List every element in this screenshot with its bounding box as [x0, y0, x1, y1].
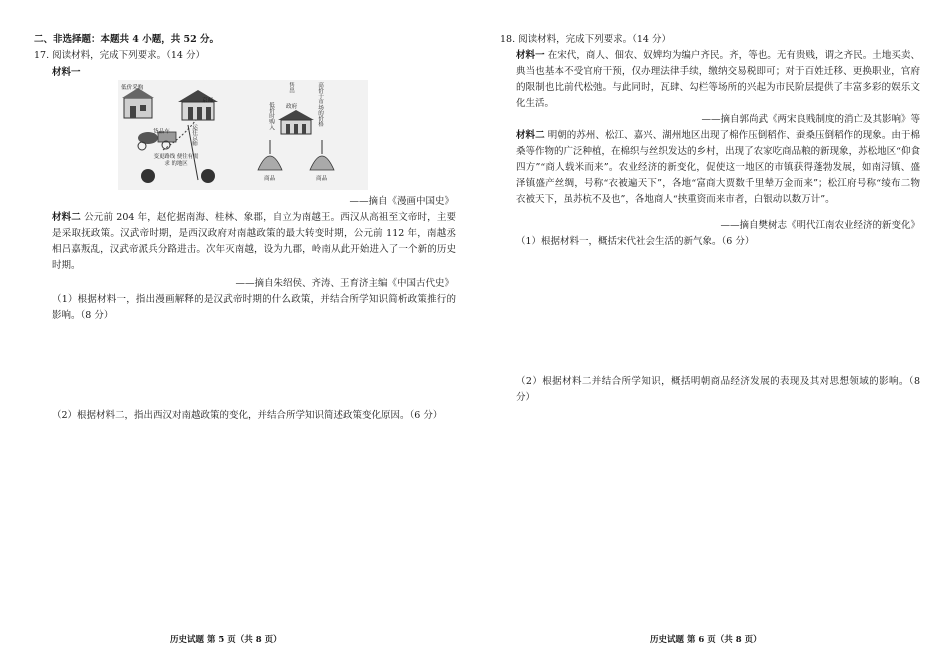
- section-heading: 二、非选择题：本题共 4 小题，共 52 分。: [34, 34, 220, 45]
- cartoon-drawing: [118, 80, 368, 190]
- r-material-1-source: ——摘自郭尚武《两宋良贱制度的消亡及其影响》等: [701, 114, 920, 125]
- label-goods-2: 商品: [316, 176, 328, 182]
- left-footer: 历史试题 第 5 页（共 8 页）: [170, 635, 282, 645]
- r-material-2-text: 明朝的苏州、松江、嘉兴、湖州地区出现了棉作压倒稻作、蚕桑压倒稻作的现象。由于棉桑等作物的广泛种植，在棉织与丝织发达的乡村，出现了农家吃商品粮的新现象，苏松地区“仰食四方”“商人载米而来”。农业经济的新变化，促使这一地区的市镇获得蓬勃发展，如南浔镇、盛泽镇盛产丝绸，号称“衣被遍天下”，各地“富商大贾数千里辇万金而来”；松江府号称“绫布二物衣被天下，虽苏杭不及也”，各地商人“挟重资而来市者，白银动以数万计”。: [516, 130, 920, 205]
- r-material-1-label: 材料一: [516, 50, 545, 61]
- question-18-1: （1）根据材料一，概括宋代社会生活的新气象。（6 分）: [516, 236, 755, 247]
- question-17-2: （2）根据材料二，指出西汉对南越政策的变化，并结合所学知识简述政策变化原因。（6 分）: [52, 410, 443, 421]
- question-17-1: （1）根据材料一，指出漫画解释的是汉武帝时期的什么政策，并结合所学知识简析政策推行的影响。（8 分）: [52, 294, 456, 321]
- material-2-text: 公元前 204 年，赵佗据南海、桂林、象郡，自立为南越王。西汉从高祖至文帝时，主要是采取抚政策。汉武帝时期，是西汉政府对南越政策的最大转变时期，公元前 112 年，南越丞相吕嘉叛乱，汉武帝派兵分路进击。次年灭南越，设为九郡，岭南从此开始进入了一个新的历史时期。: [52, 212, 456, 271]
- cartoon-illustration: [118, 80, 368, 190]
- right-footer: 历史试题 第 6 页（共 8 页）: [650, 635, 762, 645]
- material-2-label: 材料二: [52, 212, 81, 223]
- question-17-title: 17. 阅读材料，完成下列要求。（14 分）: [34, 50, 205, 61]
- label-government: 政府: [286, 104, 298, 110]
- label-sell: 售出: [288, 82, 294, 94]
- label-capital: 京师: [202, 98, 214, 104]
- label-goods-1: 商品: [264, 176, 276, 182]
- r-material-2-block: [516, 128, 920, 208]
- material-2-block: [52, 210, 456, 274]
- r-material-1-block: [516, 48, 920, 112]
- label-change-route: 变更路线 便往有需求 的地区: [153, 154, 199, 167]
- right-page: [475, 0, 950, 659]
- r-material-1-text: 在宋代，商人、佃农、奴婢均为编户齐民。齐，等也。无有贵贱，谓之齐民。土地买卖、典当也基本不受官府干预，仅办理法律手续，缴纳交易税即可；对于百姓迁移、更换职业，官府的限制也比前代松弛。与此同时，瓦肆、勾栏等场所的兴起为市民阶层提供了丰富多彩的娱乐文化生活。: [516, 50, 920, 109]
- label-low-buy: 低价采购: [121, 85, 144, 91]
- r-material-2-label: 材料二: [516, 130, 545, 141]
- label-goods-cart: 货品车: [153, 129, 170, 135]
- r-material-2-source: ——摘自樊树志《明代江南农业经济的新变化》: [720, 220, 920, 231]
- material-1-source: ——摘自《漫画中国史》: [349, 196, 454, 207]
- label-low-price: 低价时购入: [268, 102, 274, 130]
- material-2-source: ——摘自朱绍侯、齐涛、王育济主编《中国古代史》: [235, 278, 454, 289]
- material-1-label: 材料一: [52, 67, 81, 78]
- question-18-title: 18. 阅读材料，完成下列要求。（14 分）: [500, 34, 671, 45]
- question-18-2: （2）根据材料二并结合所学知识，概括明朝商品经济发展的表现及其对思想领域的影响。（8 分）: [516, 376, 920, 403]
- label-route: 运往京师: [191, 124, 197, 147]
- label-high-price: 高价于市场的价格: [317, 82, 323, 127]
